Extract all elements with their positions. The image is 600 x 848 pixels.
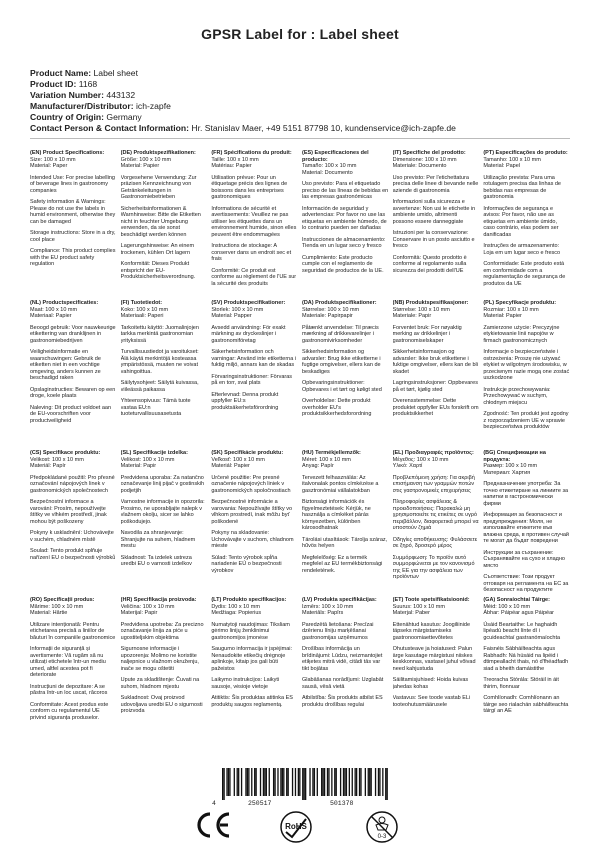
spec-paragraph: Sicherheitsinformationen & Warnhinweise: Bitte die Etiketten nicht in feuchter Umgebung verwenden, da sie sonst beschädigt werden können: [120, 205, 201, 238]
spec-heading: (CS) Specifikace produktu:: [30, 450, 101, 456]
barcode-bar: [327, 768, 328, 796]
barcode-bar: [359, 768, 360, 796]
spec-line: Material: Documento: [301, 169, 353, 176]
spec-heading: (ET) Toote spetsifikatsioonid:: [392, 597, 470, 603]
barcode-bar: [298, 768, 299, 796]
spec-paragraph: Instrucțiuni de depozitare: A se păstra într-un loc uscat, răcoros: [30, 683, 108, 696]
spec-block: [211, 597, 298, 762]
spec-heading: (SV) Produktspecifikationer:: [211, 300, 286, 306]
product-field: [30, 68, 456, 79]
spec-line: Materiaali: Paperi: [120, 313, 164, 319]
barcode-bar: [305, 768, 306, 800]
spec-line: Rozmiar: 100 x 10 mm: [483, 306, 539, 313]
barcode-bar: [343, 768, 344, 796]
barcode-bar: [378, 768, 379, 796]
barcode-bar: [317, 768, 318, 796]
spec-line: Velikost: 100 x 10 mm: [30, 456, 84, 463]
barcode-bar: [241, 768, 242, 796]
spec-paragraph: Naleving: Dit product voldoet aan de EU-voorschriften voor productveiligheid: [30, 404, 112, 424]
barcode-bar: [223, 768, 224, 800]
barcode-bar: [255, 768, 256, 796]
barcode-digits-right: 501378: [330, 800, 354, 807]
spec-paragraph: Pokyny k uskladnění: Uchovávejte v suchém, chladném místě: [30, 530, 114, 543]
spec-row-1: [30, 150, 570, 300]
product-field-label: Manufacturer/Distributor:: [30, 101, 134, 111]
spec-paragraph: Инструкции за съхранение: Съхранявайте на сухо и хладно място: [483, 549, 565, 569]
spec-block: [30, 597, 117, 762]
spec-block: [393, 450, 480, 595]
spec-line: Materiál: Papír: [30, 463, 66, 469]
spec-paragraph: Påtænkt anvendelse: Til præcis mærkning af drikkevarelinjer i gastronomivirksomheder: [301, 324, 379, 344]
barcode-bar: [349, 768, 350, 796]
product-field-value: ich-zapfe: [136, 101, 171, 111]
barcode-bar: [371, 768, 372, 796]
barcode-bar: [234, 768, 235, 796]
barcode-bar: [266, 768, 267, 796]
spec-line: Material: Paper: [30, 163, 68, 169]
barcode-bar: [273, 768, 274, 796]
spec-paragraph: Informazioni sulla sicurezza e avvertenze: Non usi le etichette in ambiente umido, altrimenti possono essere danneggiate: [392, 199, 476, 225]
spec-block: [30, 150, 117, 300]
spec-paragraph: Úsáid Beartaithe: Le haghaidh lipéadú beacht línte dí i gcuideachtaí gastranómaíochta: [483, 621, 561, 641]
spec-paragraph: Πληροφορίες ασφάλειας & προειδοποιήσεις: Παρακαλώ μη χρησιμοποιείτε τις ετικέτες σε υγρό περιβάλλον, διαφορετικά μπορεί να υποστούν ζημιά: [392, 499, 479, 531]
spec-paragraph: Instructions de stockage: A conserver dans un endroit sec et frais: [211, 243, 292, 262]
spec-heading: (NB) Produktspesifikasjoner:: [392, 300, 469, 306]
spec-paragraph: Forventet bruk: For nøyaktig merking av drikkelinjer i gastronomiselskaper: [392, 324, 462, 344]
spec-heading: (DA) Produktspecifikationer:: [301, 300, 377, 306]
spec-paragraph: Overholdelse: Dette produkt overholder EU's produktsikkerhedsforordning: [301, 398, 372, 417]
spec-heading: (SL) Specifikacije izdelka:: [120, 450, 188, 456]
barcode-bar: [264, 768, 265, 796]
barcode-bar: [312, 768, 313, 796]
spec-block: [211, 150, 298, 300]
spec-heading: (HR) Specifikacija proizvoda:: [120, 597, 197, 603]
barcode-bar: [277, 768, 278, 796]
barcode-bar: [352, 768, 353, 796]
barcode-bar: [260, 768, 261, 796]
barcode-bar: [387, 768, 388, 800]
spec-paragraph: Ettenähtud kasutus: Joogiliinide täpseks märgistamiseks gastronoomiaettevõtetes: [392, 621, 471, 641]
spec-paragraph: Biztonsági információk és figyelmeztetések: Kérjük, ne használja a címkéket párás környezetben, különben károsodhatnak: [301, 499, 371, 531]
spec-line: Materiale: Documento: [392, 163, 447, 169]
spec-line: Veľkosť: 100 x 10 mm: [211, 456, 265, 463]
spec-line: Υλικό: Χαρτί: [392, 463, 423, 469]
barcode-bar: [247, 768, 248, 796]
divider: [30, 138, 570, 139]
spec-paragraph: Yhteensopivuus: Tämä tuote vastaa EU:n tuoteturvallisuusasetusta: [120, 398, 191, 417]
spec-paragraph: Numatytoji naudojimas: Tiksliam gėrimo linijų ženklinimui gastronomijos įmonėse: [211, 621, 290, 641]
spec-block: [30, 450, 117, 595]
spec-paragraph: Varnostne informacije in opozorila: Prosimo, ne uporabljajte nalepk v vlažnem okolju, sicer se lahko poškodujejo.: [120, 499, 205, 525]
barcode-bar: [368, 768, 369, 796]
spec-paragraph: Säilytysohjeet: Säilytä kuivassa, viileässä paikassa: [120, 380, 199, 393]
spec-paragraph: Bezpečnostní informace a varování: Prosím, nepoužívejte štítky ve vlhkém prostředí, jinak mohou být poškozeny: [30, 499, 107, 525]
spec-block: [393, 150, 480, 300]
age-warning-icon: [364, 810, 400, 844]
spec-line: Μέγεθος: 100 x 10 mm: [392, 456, 449, 463]
spec-block: [302, 450, 389, 595]
spec-paragraph: Información de seguridad y advertencias: Por favor no use las etiquetas en ambiente húmedo, de lo contrario pueden ser dañadas: [301, 205, 387, 231]
spec-paragraph: Predviđena upotreba: Za precizno označavanje linija za piće u ugostiteljskim objektima: [120, 621, 204, 641]
product-field-value: 1168: [78, 79, 98, 89]
spec-heading: (EL) Προδιαγραφές προϊόντος:: [392, 450, 474, 456]
barcode-digit-prefix: 4: [212, 800, 216, 807]
spec-heading: (IT) Specifiche del prodotto:: [392, 150, 466, 156]
spec-line: Velikost: 100 x 10 mm: [120, 456, 175, 463]
spec-block: [121, 300, 208, 450]
spec-line: Material: Papier: [120, 163, 160, 169]
spec-heading: (HU) Termékjellemzők:: [301, 450, 361, 456]
spec-line: Материал: Хартия: [483, 469, 531, 476]
barcode-bar: [283, 768, 284, 796]
barcode-bar: [334, 768, 335, 796]
barcode-bar: [228, 768, 229, 796]
product-field-label: Variation Number:: [30, 90, 105, 100]
product-field-label: Country of Origin:: [30, 112, 104, 122]
barcode-bar: [280, 768, 281, 796]
spec-paragraph: Förvaringsinstruktioner: Förvaras på en torr, sval plats: [211, 373, 293, 386]
spec-line: Materiale: Papirpapir: [301, 313, 353, 319]
spec-paragraph: Saugumo informacija ir įspėjimai: Nenaudokite etikečių drėgnoje aplinkoje, kitaip jos gali būti pažeistos: [211, 646, 293, 672]
barcode-bar: [385, 768, 386, 800]
spec-paragraph: Conformité: Ce produit est conforme au règlement de l'UE sur la sécurité des produits: [211, 267, 297, 287]
product-info: [30, 68, 456, 134]
spec-line: Maat: 100 x 10 mm: [30, 306, 78, 313]
ce-mark-icon: [193, 810, 233, 840]
spec-paragraph: Laikymo instrukcijos: Laikyti sausoje, vėsioje vietoje: [211, 677, 280, 690]
spec-paragraph: Conformità: Questo prodotto è conforme al regolamento sulla sicurezza dei prodotti dell'UE: [392, 254, 467, 274]
barcode-bar: [379, 768, 380, 796]
spec-paragraph: Uso previsto: Per l'etichettatura precisa delle linee di bevande nelle aziende di gastronomia: [392, 174, 479, 194]
spec-paragraph: Faisnéis Sábháilteachta agus Rabhadh: Ná húsáid na lipéid i dtimpeallacht thais, nó d'fhéadfadh siad a bheith damáistithe: [483, 646, 569, 672]
spec-row-3: [30, 450, 570, 595]
spec-line: Größe: 100 x 10 mm: [120, 156, 172, 163]
spec-line: Materijal: Papir: [120, 610, 158, 616]
spec-block: [302, 150, 389, 300]
spec-paragraph: Predvidena uporaba: Za natančno označevanje linij pijač v gostinskih podjetjih: [120, 474, 205, 494]
compliance-marks: [0, 810, 600, 846]
spec-line: Tamaño: 100 x 10 mm: [301, 163, 357, 169]
spec-block: [30, 300, 117, 450]
spec-paragraph: Sikkerhetsinformasjon og advarsler: Ikke bruk etikettene i fuktige omgivelser, ellers kan de bli skadet: [392, 349, 478, 375]
spec-paragraph: Lagringsinstruksjoner: Oppbevares på et tørt, kjølig sted: [392, 380, 478, 393]
barcode-bar: [369, 768, 370, 796]
spec-paragraph: Sikkerhedsinformation og advarsler: Brug ikke etiketterne i fugtige omgivelser, ellers kan de beskadiges: [301, 349, 381, 375]
barcode-bar: [346, 768, 347, 796]
spec-line: Material: Papel: [483, 163, 521, 169]
spec-line: Matériau: Papier: [211, 163, 252, 169]
barcode-bar: [314, 768, 315, 796]
spec-line: Storlek: 100 x 10 mm: [211, 306, 264, 313]
spec-block: [483, 300, 570, 450]
spec-paragraph: Zgodność: Ten produkt jest zgodny z rozporządzeniem UE w sprawie bezpieczeństwa produktów: [483, 411, 569, 430]
spec-paragraph: Určené použitie: Pre presné označenie nápojových liniek v gastronomických spoločnostiach: [211, 474, 291, 494]
spec-paragraph: Navodila za shranjevanje: Shranjujte na suhem, hladnem mestu: [120, 530, 196, 549]
barcode-bar: [340, 768, 341, 796]
spec-paragraph: Uso previsto: Para el etiquetado preciso de las líneas de bebidas en las empresas gastronómicas: [301, 181, 389, 200]
product-field-value: Germany: [106, 112, 142, 122]
spec-heading: (ES) Especificaciones del producto:: [301, 150, 369, 163]
spec-paragraph: Konformität: Dieses Produkt entspricht der EU-Produktsicherheitsverordnung.: [120, 261, 196, 280]
spec-paragraph: Efterlevnad: Denna produkt uppfyller EU:s produktsäkerhetsförordning: [211, 391, 279, 411]
barcode-bar: [309, 768, 310, 796]
spec-block: [483, 450, 570, 595]
spec-line: Material: Papper: [211, 313, 252, 319]
barcode-bar: [321, 768, 322, 796]
spec-row-4: [30, 597, 570, 762]
barcode-bar: [344, 768, 345, 796]
spec-paragraph: Předpokládané použití: Pro přesné označování nápojových linek v gastronomických společnostech: [30, 474, 115, 494]
spec-paragraph: Utilização prevista: Para uma rotulagem precisa das linhas de bebidas nas empresas de gastronomia: [483, 174, 561, 200]
spec-paragraph: Informations de sécurité et avertissements: Veuillez ne pas utiliser les étiquettes dans un environnement humide, sinon elles peuvent être endommagées: [211, 205, 297, 238]
spec-line: Veličina: 100 x 10 mm: [120, 603, 175, 610]
spec-heading: (SK) Špecifikácie produktu:: [211, 450, 284, 456]
barcode-bar: [322, 768, 323, 796]
spec-line: Tamanho: 100 x 10 mm: [483, 156, 541, 163]
age-warning-label: 0-3: [377, 834, 387, 840]
spec-paragraph: Opbevaringsinstruktioner: Opbevares i et tørt og køligt sted: [301, 380, 382, 393]
spec-line: Material: Papir: [120, 463, 157, 469]
spec-line: Dydis: 100 x 10 mm: [211, 603, 260, 610]
spec-paragraph: Súlad: Tento výrobok spĺňa nariadenie EÚ o bezpečnosti výrobkov: [211, 554, 282, 574]
product-field: [30, 79, 456, 90]
spec-paragraph: Съответствие: Този продукт отговаря на регламента на ЕС за безопасност на продуктите: [483, 574, 569, 593]
spec-line: Materjal: Paber: [392, 610, 430, 616]
spec-line: Materiał: Papier: [483, 313, 522, 319]
spec-paragraph: Comhlíonadh: Comhlíonann an táirge seo rialachán sábháilteachta táirgí an AE: [483, 695, 569, 714]
barcode-bar: [251, 768, 252, 796]
spec-line: Taille: 100 x 10 mm: [211, 156, 259, 163]
barcode-digits-left: 250517: [248, 800, 272, 807]
spec-block: [483, 150, 570, 300]
barcode-bar: [263, 768, 264, 796]
spec-paragraph: Säilitamisjuhised: Hoida kuivas jahedas kohas: [392, 677, 469, 690]
barcode-bar: [286, 768, 287, 796]
product-field: [30, 101, 456, 112]
barcode-bar: [237, 768, 238, 796]
spec-row-2: [30, 300, 570, 450]
barcode-bar: [336, 768, 337, 796]
product-field: [30, 123, 456, 134]
product-field: [30, 112, 456, 123]
spec-heading: (BG) Спецификации на продукта:: [483, 450, 546, 463]
barcode-bar: [222, 768, 223, 800]
spec-line: Material: Hârtie: [30, 610, 68, 616]
spec-block: [483, 597, 570, 762]
spec-paragraph: Sigurnosne informacije i upozorenja: Molimo ne koristite naljepnice u vlažnom okruženju, inače se mogu oštetiti: [120, 646, 199, 672]
product-field-label: Contact Person & Contact Information:: [30, 123, 189, 133]
barcode-bar: [304, 768, 305, 800]
spec-line: Dimensione: 100 x 10 mm: [392, 156, 457, 163]
spec-block: [211, 450, 298, 595]
barcode-bar: [269, 768, 270, 796]
spec-paragraph: Συμμόρφωση: Το προϊόν αυτό συμμορφώνεται με τον κανονισμό της ΕΕ για την ασφάλεια των προϊόντων: [392, 554, 475, 580]
spec-paragraph: Pokyny na skladovanie: Uchovávajte v suchom, chladnom mieste: [211, 530, 294, 549]
spec-heading: (DE) Produktspezifikationen:: [120, 150, 196, 156]
barcode-bar: [248, 768, 249, 796]
barcode-bar: [292, 768, 293, 796]
spec-paragraph: Opslaginstructies: Bewaren op een droge, koele plaats: [30, 386, 116, 399]
spec-paragraph: Informações de segurança e avisos: Por favor, não use as etiquetas em ambiente úmido, caso contrário, elas podem ser danificadas: [483, 205, 559, 238]
spec-paragraph: Instrukcje przechowywania: Przechowywać w suchym, chłodnym miejscu: [483, 386, 551, 406]
barcode-bar: [356, 768, 357, 796]
spec-paragraph: Conformitate: Acest produs este conform cu regulamentul UE privind siguranța produselor.: [30, 701, 109, 721]
barcode-bar: [274, 768, 275, 796]
spec-block: [121, 597, 208, 762]
spec-paragraph: Tárolási utasítások: Tárolja száraz, hűvös helyen: [301, 536, 388, 549]
spec-paragraph: Storage instructions: Store in a dry, cool place: [30, 230, 116, 243]
product-field-value: Hr. Stanislav Maer, +49 5151 87798 10, kundenservice@ich-zapfe.de: [191, 123, 456, 133]
spec-paragraph: Ohutusteave ja hoiatused: Palun ärge kasutage märgistusi niiskes keskkonnas, vastasel juhul võivad need kahjustuda: [392, 646, 476, 672]
spec-paragraph: Säkerhetsinformation och varningar: Använd inte etiketterna i fuktig miljö, annars kan de skadas: [211, 349, 297, 368]
spec-block: [302, 300, 389, 450]
spec-paragraph: Megfelelőség: Ez a termék megfelel az EU termékbiztonsági rendeletének.: [301, 554, 383, 574]
spec-paragraph: Paredzētā lietošana: Precīzai dzērienu līniju marķēšanai gastronomijas uzņēmumos: [301, 621, 374, 641]
spec-paragraph: Utilizare intenționată: Pentru etichetarea precisă a liniilor de băuturi în companiile gastronomice: [30, 621, 116, 641]
barcode-bar: [299, 768, 300, 796]
spec-block: [121, 150, 208, 300]
barcode-bar: [365, 768, 366, 796]
spec-line: Izmērs: 100 x 10 mm: [301, 603, 354, 610]
spec-line: Størrelse: 100 x 10 mm: [301, 306, 360, 313]
spec-paragraph: Intended Use: For precise labelling of beverage lines in gastronomy companies: [30, 174, 115, 194]
barcode-bar: [302, 768, 303, 800]
spec-block: [302, 597, 389, 762]
spec-heading: (PL) Specyfikacje produktu:: [483, 300, 557, 306]
spec-paragraph: Informații de siguranță și avertismente: Vă rugăm să nu utilizați etichetele într-un mediu umed, altfel acestea pot fi deteriorate: [30, 646, 106, 678]
rohs-label: RoHS: [285, 822, 307, 831]
spec-line: Materiál: Papier: [211, 463, 250, 469]
spec-paragraph: Veiligheidsinformatie en waarschuwingen: Gebruik de etiketten niet in een vochtige omgeving, anders kunnen ze beschadigd raken: [30, 349, 101, 381]
spec-paragraph: Vorgesehene Verwendung: Zur präzisen Kennzeichnung von Getränkeleitungen in Gastronomiebetrieben: [120, 174, 197, 200]
spec-line: Materiaal: Papier: [30, 313, 72, 319]
spec-paragraph: Skladnost: Ta izdelek ustreza uredbi EU o varnosti izdelkov: [120, 554, 192, 567]
product-field-value: 443132: [106, 90, 136, 100]
spec-line: Medžiaga: Popierius: [211, 610, 262, 616]
barcode-bar: [238, 768, 239, 796]
barcode-bar: [360, 768, 361, 796]
spec-paragraph: Beoogd gebruik: Voor nauwkeurige etikettering van dranklijnen in gastronomiebedrijven: [30, 324, 116, 344]
spec-heading: (LV) Produkta specifikācijas:: [301, 597, 377, 603]
spec-line: Koko: 100 x 10 mm: [120, 306, 169, 313]
product-field-label: Product ID:: [30, 79, 77, 89]
spec-paragraph: Информация за безопасност и предупреждения: Моля, не използвайте етикетите във влажна среда, в противен случай те могат да бъдат повредени: [483, 512, 569, 544]
barcode-bar: [324, 768, 325, 796]
spec-heading: (FR) Spécifications du produit:: [211, 150, 292, 156]
rohs-mark-icon: [278, 810, 314, 844]
spec-paragraph: Istruzioni per la conservazione: Conservare in un posto asciutto e fresco: [392, 230, 475, 249]
spec-paragraph: Cumplimiento: Este producto cumple con el reglamento de seguridad de productos de la UE.: [301, 254, 384, 274]
barcode-bar: [295, 768, 296, 796]
spec-paragraph: Vastavus: See toode vastab ELi tooteohutusmäärusele: [392, 695, 471, 708]
spec-paragraph: Atbilstība: Šis produkts atbilst ES produktu drošības regulai: [301, 695, 383, 708]
spec-paragraph: Sukladnost: Ovaj proizvod udovoljava uredbi EU o sigurnosti proizvoda: [120, 695, 203, 714]
barcode-bar: [229, 768, 230, 796]
spec-line: Materiale: Papir: [392, 313, 432, 319]
barcode-bar: [226, 768, 227, 796]
barcode-bar: [282, 768, 283, 796]
barcode-bar: [355, 768, 356, 796]
spec-line: Размер: 100 x 10 mm: [483, 463, 538, 469]
spec-heading: (RO) Specificații produs:: [30, 597, 95, 603]
barcode-bar: [245, 768, 246, 796]
barcode-bars: [222, 768, 388, 800]
spec-block: [393, 597, 480, 762]
barcode-bar: [331, 768, 332, 796]
spec-paragraph: Zamierzone użycie: Precyzyjne etykietowanie linii napojów w firmach gastronomicznych: [483, 324, 560, 344]
spec-block: [211, 300, 298, 450]
spec-paragraph: Informacje o bezpieczeństwie i ostrzeżenia: Proszę nie używać etykiet w wilgotnym środowisku, w przeciwnym razie mogą one zostać uszkodzone: [483, 349, 570, 381]
spec-paragraph: Glabāšanas norādījumi: Uzglabāt sausā, vēsā vietā: [301, 677, 384, 690]
spec-line: Anyag: Papír: [301, 463, 334, 469]
spec-paragraph: Предназначение употреба: За точно етикетиране на линиите за напитки в гастрономически фирми: [483, 481, 569, 507]
spec-paragraph: Turvallisuustiedot ja varoitukset: Älä käytä merkintöjä kosteassa ympäristössä, muuten ne voivat vahingoittua.: [120, 349, 199, 375]
spec-paragraph: Soulad: Tento produkt splňuje nařízení EU o bezpečnosti výrobků: [30, 548, 116, 561]
spec-paragraph: Utilisation prévue: Pour un étiquetage précis des lignes de boissons dans les entreprises gastronomiques: [211, 174, 288, 200]
spec-paragraph: Instrucciones de almacenamiento: Tienda en un lugar seco y fresco: [301, 236, 386, 249]
spec-heading: (PT) Especificações do produto:: [483, 150, 568, 156]
spec-paragraph: Avsedd användning: För exakt märkning av dryckeslinjer i gastronomiföretag: [211, 324, 286, 344]
spec-heading: (FI) Tuotetiedot:: [120, 300, 163, 306]
spec-paragraph: Tarkoitettu käyttö: Juomalinjojen tarkka merkintä gastronomian yrityksissä: [120, 324, 199, 344]
spec-heading: (LT) Produkto specifikacijos:: [211, 597, 287, 603]
product-field: [30, 90, 456, 101]
spec-paragraph: Bezpečnostné informácie a varovania: Nepoužívajte štítky vo vlhkom prostredí, inak môžu byť poškodené: [211, 499, 293, 525]
barcode-bar: [375, 768, 376, 796]
spec-heading: (GA) Sonraíochtaí Táirge:: [483, 597, 550, 603]
product-field-label: Product Name:: [30, 68, 92, 78]
barcode-bar: [254, 768, 255, 796]
spec-paragraph: Atitiktis: Šis produktas atitinka ES produktų saugos reglamentą.: [211, 695, 293, 708]
spec-paragraph: Compliance: This product complies with the EU product safety regulation: [30, 248, 116, 267]
spec-line: Méret: 100 x 10 mm: [301, 456, 351, 463]
spec-paragraph: Οδηγίες αποθήκευσης: Φυλάσσετε σε ξηρό, δροσερό μέρος: [392, 536, 478, 549]
spec-paragraph: Treoracha Stórála: Stóráil in áit thirim, fionnuar: [483, 677, 559, 690]
spec-paragraph: Conformidade: Este produto está em conformidade com a regulamentação de segurança de produtos da UE: [483, 261, 566, 287]
spec-paragraph: Drošības informācija un brīdinājumi: Lūdzu, neizmantojiet etiķetes mitrā vidē, citādi tās var tikt bojātas: [301, 646, 383, 672]
spec-line: Størrelse: 100 x 10 mm: [392, 306, 450, 313]
spec-line: Materiāls: Papīrs: [301, 610, 344, 616]
spec-paragraph: Lagerungshinweise: An einem trockenen, kühlen Ort lagern: [120, 243, 195, 256]
spec-line: Suurus: 100 x 10 mm: [392, 603, 445, 610]
spec-line: Méid: 100 x 10 mm: [483, 603, 531, 610]
page-title: GPSR Label for : Label sheet: [201, 26, 399, 42]
barcode-bar: [288, 768, 289, 796]
barcode-bar: [328, 768, 329, 796]
spec-heading: (EN) Product Specifications:: [30, 150, 105, 156]
spec-heading: (NL) Productspecificaties:: [30, 300, 99, 306]
spec-line: Ábhar: Páipéar agus Páipéar: [483, 610, 554, 616]
product-field-value: Label sheet: [93, 68, 138, 78]
spec-line: Mărime: 100 x 10 mm: [30, 603, 84, 610]
spec-line: Size: 100 x 10 mm: [30, 156, 76, 163]
spec-paragraph: Upute za skladištenje: Čuvati na suhom, hladnom mjestu: [120, 677, 200, 690]
ean-barcode: [212, 768, 398, 808]
barcode-bar: [382, 768, 383, 796]
spec-block: [393, 300, 480, 450]
spec-paragraph: Safety information & Warnings: Please do not use the labels in humid environment, otherwise they can be damaged: [30, 199, 116, 225]
spec-paragraph: Instruções de armazenamento: Loja em um lugar seco e fresco: [483, 243, 561, 256]
spec-block: [121, 450, 208, 595]
spec-paragraph: Overensstemmelse: Dette produktet oppfyller EUs forskrift om produktsikkerhet: [392, 398, 479, 417]
spec-paragraph: Tervezett felhasználás: Az italvonalak pontos címkézése a gasztronómiai vállalatokban: [301, 474, 379, 494]
spec-paragraph: Προβλεπόμενη χρήση: Για ακριβή επισήμανση των γραμμών ποτών στις γαστρονομικές επιχειρήσεις: [392, 474, 475, 494]
